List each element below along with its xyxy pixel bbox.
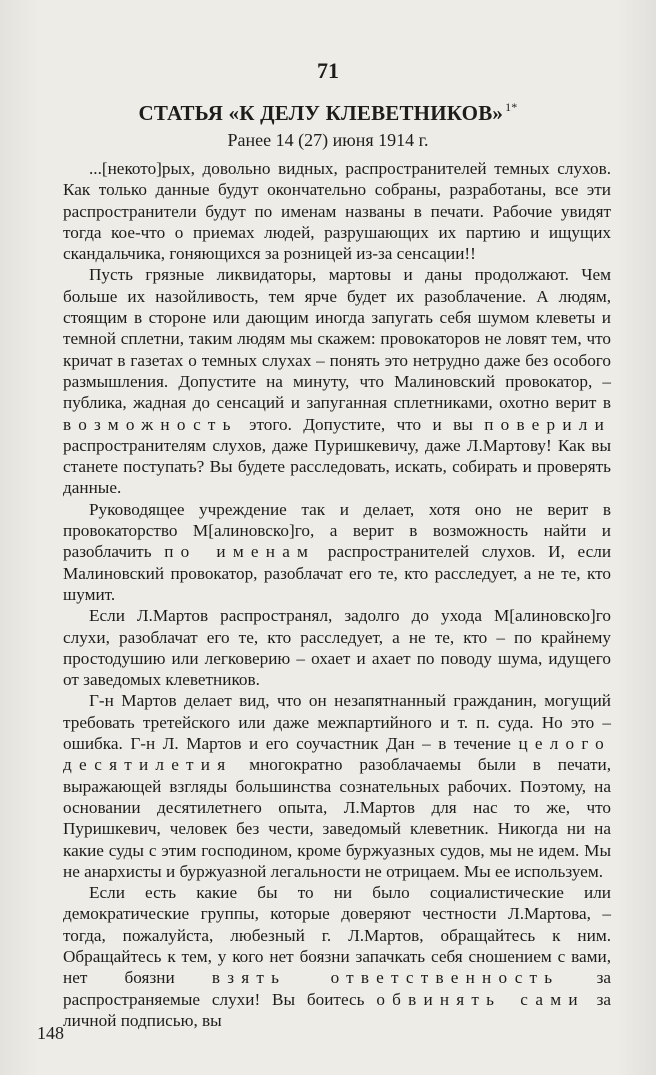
paragraph-2-part-a: Пусть грязные ликвидаторы, мартовы и даны продолжают. Чем больше их назойливость, тем ярче будет их разоблачение. А людям, стоящим в стороне или дающим иногда запугать себя шумом клеветы и темной сплетни, таким людям мы скажем: провокаторов не ловят тем, что кричат в газетах о темных слухах – понять это нетрудно даже без особого размышления. Допустите на минуту, что Малиновский провокатор, – публика, жадная до сенсаций и запуганная сплетниками, охотно верит в bbox=[63, 265, 611, 413]
page-number: 148 bbox=[37, 1023, 64, 1043]
paragraph-2-part-c: распространителям слухов, даже Пуришкевичу, даже Л.Мартову! Как вы станете поступать? Вы будете расследовать, искать, собирать и проверять данные. bbox=[63, 435, 611, 498]
paragraph-5-part-b: многократно разоблачаемы были в печати, выражающей взгляды большинства сознательных рабочих. Поэтому, на основании десятилетнего опыта, Л.Мартов для нас то же, что Пуришкевич, человек без чести, заведомый клеветник. Никогда ни на какие суды с этим господином, кроме буржуазных судов, мы не идем. Мы не анархисты и буржуазной легальности не отрицаем. Мы ее используем. bbox=[63, 755, 611, 881]
document-number: 71 bbox=[317, 58, 339, 83]
spaced-emphasis: обвинять сами bbox=[376, 989, 585, 1009]
paragraph-6 bbox=[63, 882, 611, 1031]
paragraph-3-part-a: Руководящее учреждение так и делает, хотя оно не верит в провокаторство М[алиновско]го, а верит в возможность найти и разоблачить bbox=[63, 499, 611, 562]
paragraph-6-part-a: Если есть какие бы то ни было социалистические или демократические группы, которые доверяют честности Л.Мартова, – тогда, пожалуйста, любезный г. Л.Мартов, обращайтесь к ним. Обращайтесь к тем, у кого нет боязни запачкать себя сношением с вами, нет боязни bbox=[63, 883, 611, 988]
document-date: Ранее 14 (27) июня 1914 г. bbox=[227, 130, 429, 150]
spaced-emphasis: взять ответственность bbox=[211, 968, 560, 988]
paragraph-3 bbox=[63, 499, 611, 605]
document-title bbox=[0, 94, 656, 126]
document-title-text: СТАТЬЯ «К ДЕЛУ КЛЕВЕТНИКОВ» bbox=[138, 101, 504, 125]
paragraph-2 bbox=[63, 264, 611, 498]
paragraph-5 bbox=[63, 690, 611, 882]
paragraph-5-part-a: Г-н Мартов делает вид, что он незапятнанный гражданин, могущий требовать третейского или даже межпартийного и т. п. суда. Но это – ошибка. Г-н Л. Мартов и его соучастник Дан – в течение bbox=[63, 691, 611, 754]
paragraph-2-part-b: этого. Допустите, что и вы bbox=[237, 414, 485, 434]
paragraph-4: Если Л.Мартов распространял, задолго до ухода М[алиновско]го слухи, разоблачат его те, кто расследует, а не те, кто – по крайнему простодушию или легковерию – охает и ахает по поводу шума, идущего от заведомых клеветников. bbox=[63, 606, 611, 690]
paragraph-6-part-c: за личной подписью, вы bbox=[63, 989, 612, 1030]
paragraph-3-part-b: распространителей слухов. И, если Малиновский провокатор, разоблачат его те, кто расследует, а не те, кто шумит. bbox=[63, 542, 612, 604]
spaced-emphasis: возможность bbox=[63, 414, 238, 434]
spaced-emphasis: по именам bbox=[164, 542, 316, 562]
paragraph-6-part-b: за распространяемые слухи! Вы боитесь bbox=[63, 968, 611, 1009]
title-footnote-marker[interactable]: 1* bbox=[505, 100, 518, 114]
spaced-emphasis: целого десятилетия bbox=[63, 734, 611, 775]
paragraph-1: ...[некото]рых, довольно видных, распространителей темных слухов. Как только данные будут окончательно собраны, разработаны, все эти распространители будут по именам названы в печати. Рабочие увидят тогда кое-что о приемах людей, разрушающих их партию и ищущих скандальчика, гоняющихся за розницей из-за сенсации!! bbox=[63, 159, 611, 264]
spaced-emphasis: поверили bbox=[484, 414, 611, 434]
article-body bbox=[63, 158, 611, 1031]
